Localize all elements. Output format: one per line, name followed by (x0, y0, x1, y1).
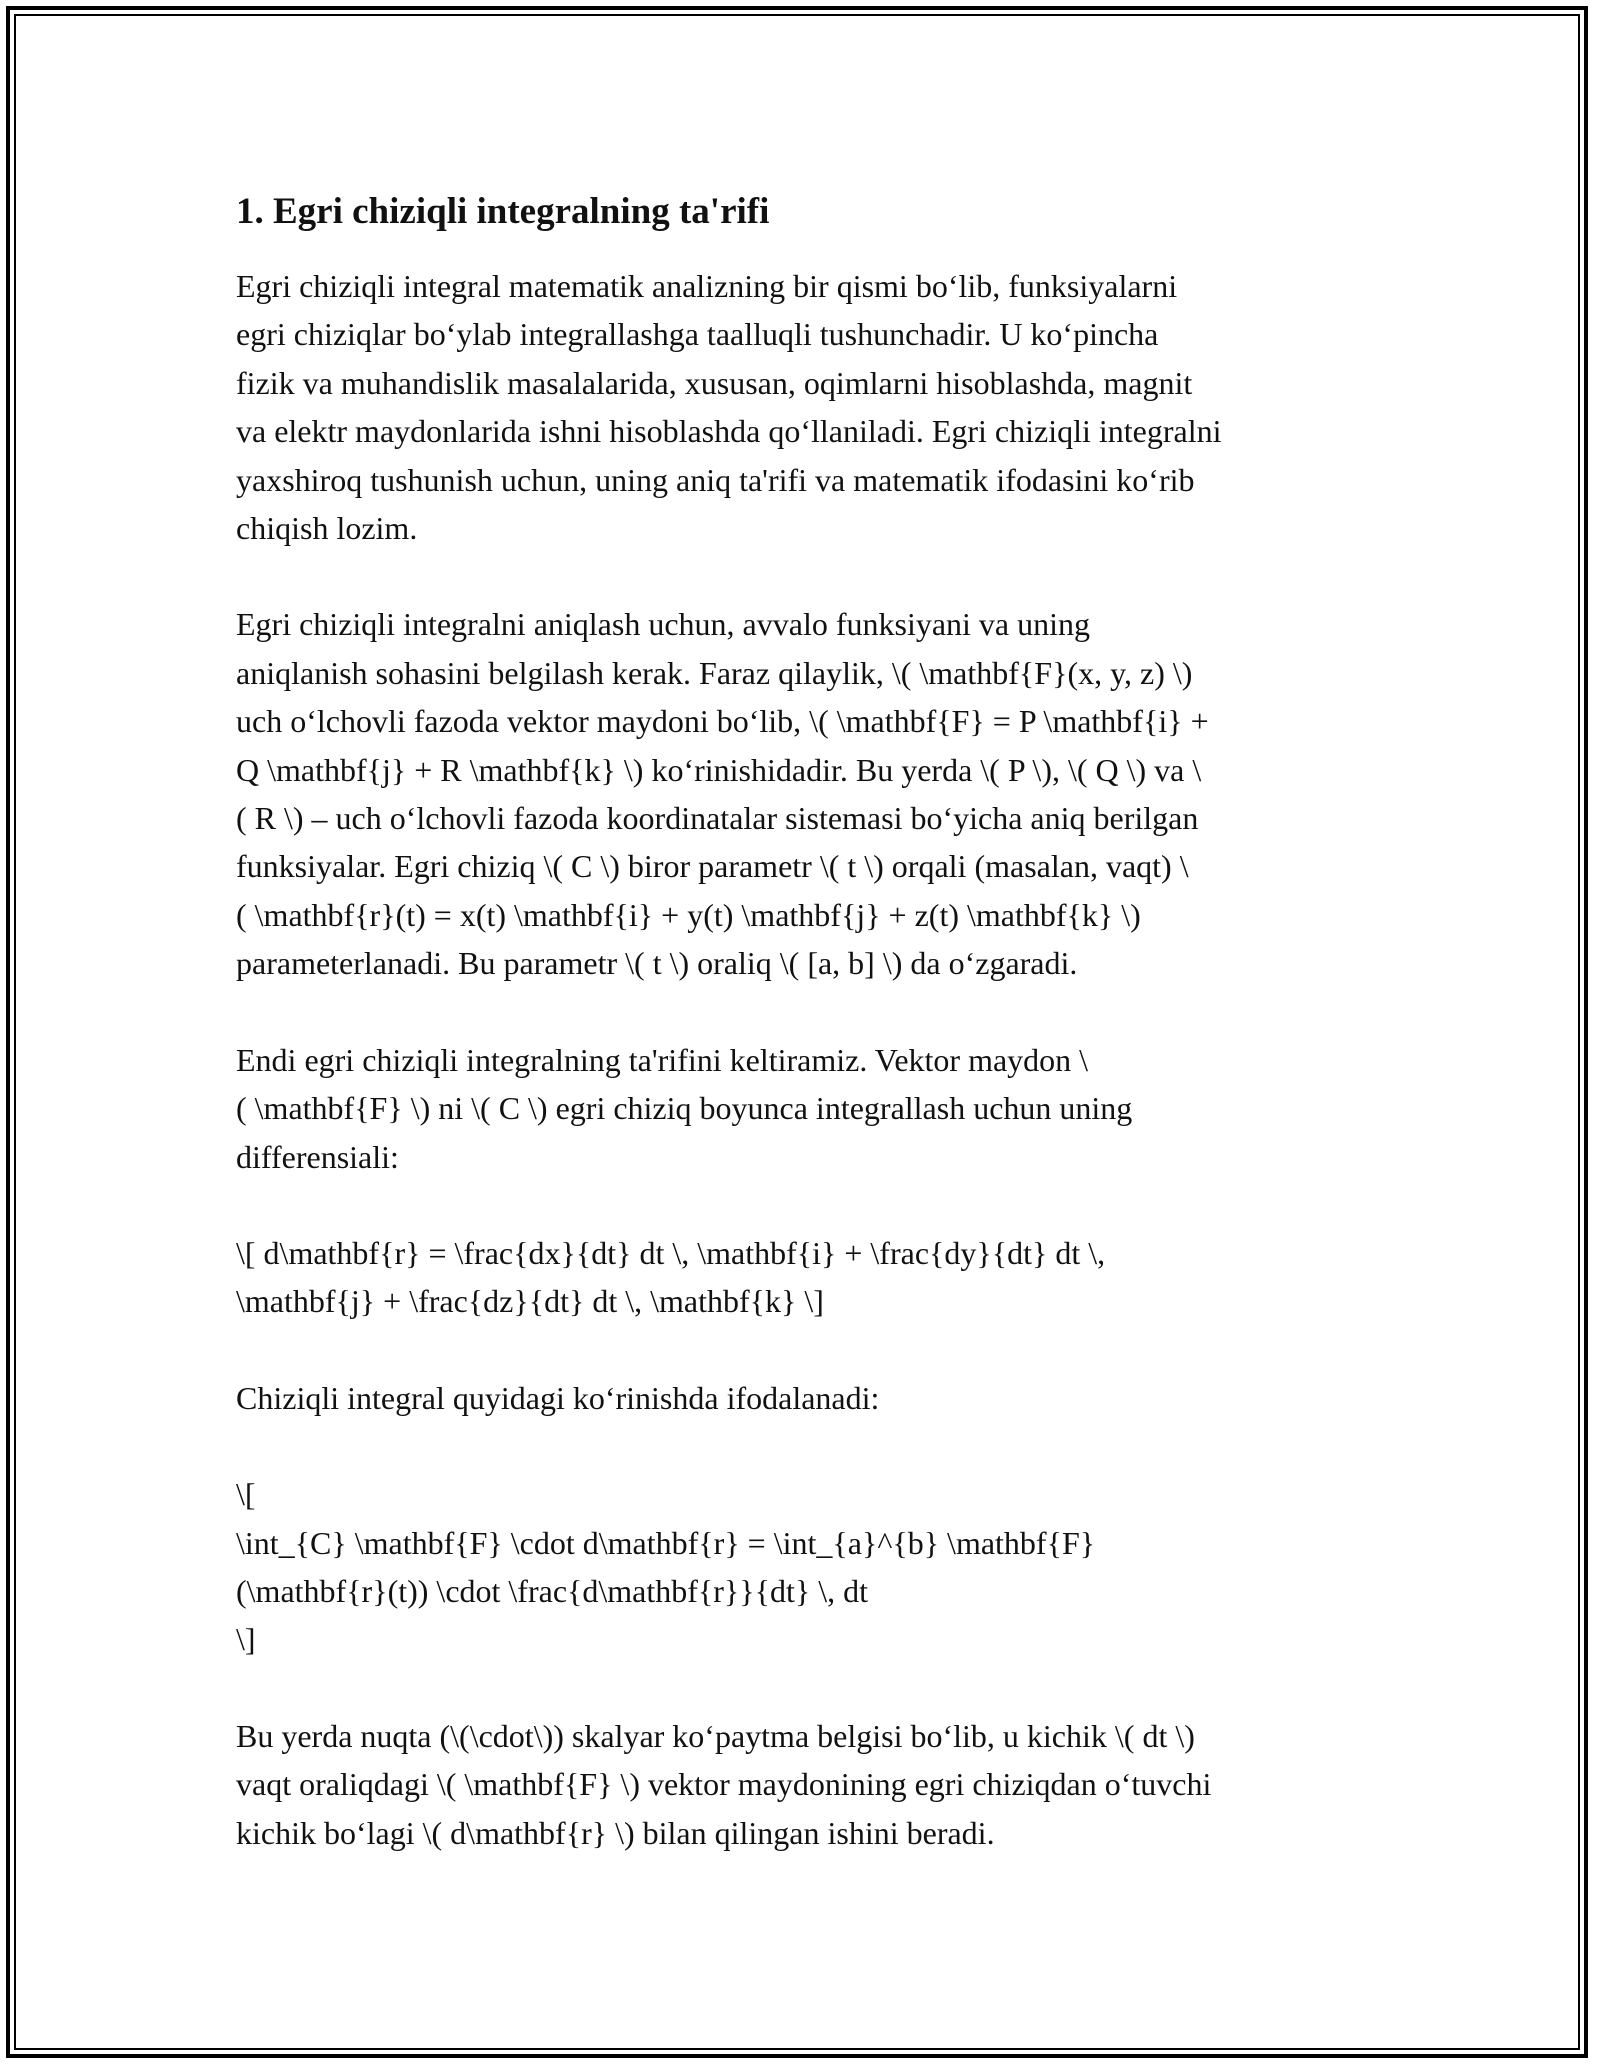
paragraph-integral-intro: Chiziqli integral quyidagi ko‘rinishda ifodalanadi: (236, 1379, 880, 1416)
paragraph-differential-intro: Endi egri chiziqli integralning ta'rifini keltiramiz. Vektor maydon \ ( \mathbf{F} \) ni \( C \) egri chiziq boyunca integrallash uchun uning differensiali: (236, 1041, 1133, 1175)
section-heading: 1. Egri chiziqli integralning ta'rifi (236, 191, 770, 232)
paragraph-intro: Egri chiziqli integral matematik analizning bir qismi bo‘lib, funksiyalarni egri chiziqlar bo‘ylab integrallashga taalluqli tushunchadir. U ko‘pincha fizik va muhandislik masalalarida, xususan, oqimlarni hisoblashda, magnit va elektr maydonlarida ishni hisoblashda qo‘llaniladi. Egri chiziqli integralni yaxshiroq tushunish uchun, uning aniq ta'rifi va matematik ifodasini ko‘rib chiqish lozim. (236, 268, 1222, 547)
paragraph-definition-setup: Egri chiziqli integralni aniqlash uchun, avvalo funksiyani va uning aniqlanish sohasini belgilash kerak. Faraz qilaylik, \( \mathbf{F}(x, y, z) \) uch o‘lchovli fazoda vektor maydoni bo‘lib, \( \mathbf{F} = P \mathbf{i} + Q \mathbf{j} + R \mathbf{k} \) ko‘rinishidadir. Bu yerda \( P \), \( Q \) va \ ( R \) – uch o‘lchovli fazoda koordinatalar sistemasi bo‘yicha aniq berilgan funksiyalar. Egri chiziq \( C \) biror parametr \( t \) orqali (masalan, vaqt) \ ( \mathbf{r}(t) = x(t) \mathbf{i} + y(t) \mathbf{j} + z(t) \mathbf{k} \) parameterlanadi. Bu parametr \( t \) oraliq \( [a, b] \) da o‘zgaradi. (236, 606, 1209, 982)
paragraph-explanation: Bu yerda nuqta (\(\cdot\)) skalyar ko‘paytma belgisi bo‘lib, u kichik \( dt \) vaqt oraliqdagi \( \mathbf{F} \) vektor maydonining egri chiziqdan o‘tuvchi kichik bo‘lagi \( d\mathbf{r} \) bilan qilingan ishini beradi. (236, 1717, 1212, 1851)
formula-differential: \[ d\mathbf{r} = \frac{dx}{dt} dt \, \mathbf{i} + \frac{dy}{dt} dt \, \mathbf{j} + \frac{dz}{dt} dt \, \mathbf{k} \] (236, 1234, 1106, 1320)
document-body (236, 186, 1376, 1905)
formula-line-integral: \[ \int_{C} \mathbf{F} \cdot d\mathbf{r} = \int_{a}^{b} \mathbf{F} (\mathbf{r}(t)) \cdot \frac{d\mathbf{r}}{dt} \, dt \] (236, 1476, 1096, 1658)
